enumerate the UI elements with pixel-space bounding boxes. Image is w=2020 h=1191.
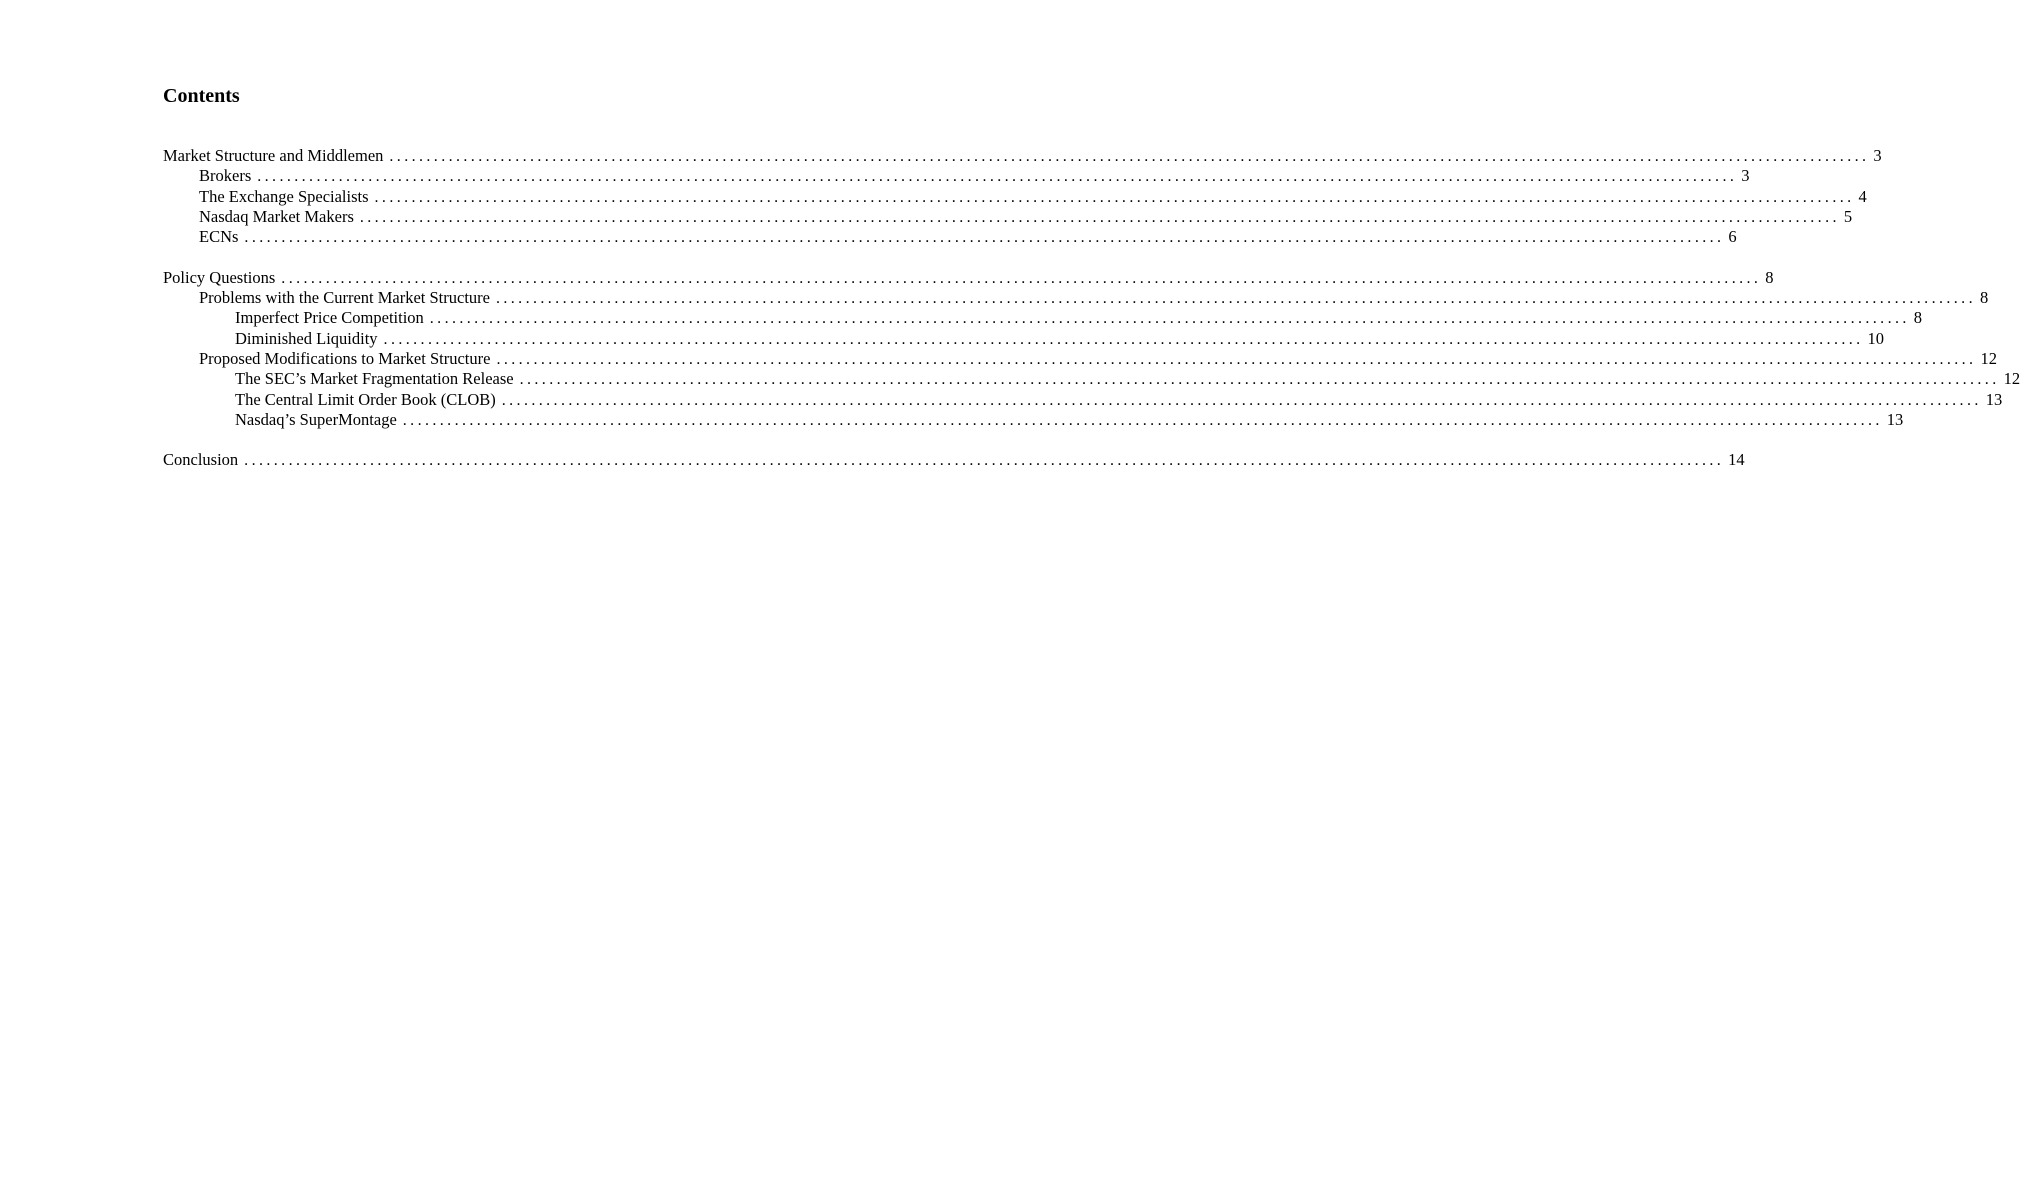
- toc-entry[interactable]: [163, 308, 1923, 328]
- toc-dot-leader: ........................................................................................................................................................................................................: [359, 208, 1840, 226]
- toc-entry-page-number: 12: [2003, 369, 2020, 389]
- toc-entry[interactable]: [163, 328, 1885, 349]
- toc-entry[interactable]: [163, 450, 1745, 470]
- toc-entry-page-number: 8: [1765, 267, 1774, 287]
- toc-dot-leader: ........................................................................................................................................................................................................: [244, 452, 1725, 470]
- toc-entry-label: Proposed Modifications to Market Structure: [199, 348, 491, 368]
- toc-entry[interactable]: [163, 409, 1904, 430]
- toc-entry[interactable]: [163, 288, 1989, 308]
- toc-entry-label: ECNs: [199, 227, 239, 247]
- toc-entry-label: Diminished Liquidity: [235, 328, 378, 348]
- toc-entry[interactable]: [163, 267, 1774, 288]
- toc-entry-page-number: 13: [1886, 409, 1904, 429]
- toc-entry-page-number: 10: [1867, 328, 1885, 348]
- toc-entry-label: Brokers: [199, 166, 252, 186]
- toc-entry-page-number: 8: [1979, 288, 1989, 308]
- toc-entry-page-number: 13: [1985, 389, 2003, 409]
- toc-entry[interactable]: [163, 348, 1997, 369]
- toc-entry-page-number: 4: [1858, 186, 1867, 206]
- toc-entry-page-number: 5: [1843, 206, 1853, 226]
- toc-entry-page-number: 6: [1728, 227, 1737, 247]
- toc-entry[interactable]: [163, 389, 2003, 410]
- toc-entry-label: Nasdaq Market Makers: [199, 206, 354, 226]
- toc-entry[interactable]: [163, 186, 1867, 207]
- toc-entry-label: Nasdaq’s SuperMontage: [235, 409, 397, 429]
- toc-entry-label: Policy Questions: [163, 267, 276, 287]
- toc-dot-leader: ........................................................................................................................................................................................................: [281, 269, 1762, 287]
- toc-entry[interactable]: [163, 369, 2020, 389]
- toc-dot-leader: ........................................................................................................................................................................................................: [496, 350, 1977, 368]
- table-of-contents: [163, 146, 2020, 471]
- toc-entry[interactable]: [163, 206, 1853, 227]
- toc-entry-label: Imperfect Price Competition: [235, 308, 424, 328]
- toc-entry-label: Market Structure and Middlemen: [163, 146, 384, 165]
- toc-dot-leader: ........................................................................................................................................................................................................: [429, 310, 1910, 328]
- toc-dot-leader: ........................................................................................................................................................................................................: [501, 391, 1982, 409]
- toc-dot-leader: ........................................................................................................................................................................................................: [519, 371, 2000, 389]
- toc-entry-label: The SEC’s Market Fragmentation Release: [235, 369, 514, 389]
- toc-entry-page-number: 8: [1913, 308, 1923, 328]
- toc-dot-leader: ........................................................................................................................................................................................................: [244, 229, 1725, 247]
- toc-entry[interactable]: [163, 227, 1737, 247]
- toc-entry-page-number: 3: [1741, 166, 1750, 186]
- toc-entry-page-number: 12: [1980, 348, 1997, 368]
- toc-entry[interactable]: [163, 166, 1750, 186]
- toc-entry-label: The Exchange Specialists: [199, 186, 369, 206]
- toc-entry[interactable]: [163, 146, 1882, 166]
- toc-dot-leader: ........................................................................................................................................................................................................: [389, 148, 1870, 165]
- toc-entry-page-number: 14: [1728, 450, 1745, 470]
- page-title: Contents: [163, 85, 240, 107]
- toc-dot-leader: ........................................................................................................................................................................................................: [402, 411, 1883, 429]
- toc-entry-label: The Central Limit Order Book (CLOB): [235, 389, 496, 409]
- toc-dot-leader: ........................................................................................................................................................................................................: [374, 188, 1855, 206]
- toc-dot-leader: ........................................................................................................................................................................................................: [495, 290, 1976, 308]
- toc-dot-leader: ........................................................................................................................................................................................................: [383, 330, 1864, 348]
- toc-entry-page-number: 3: [1873, 146, 1882, 165]
- toc-entry-label: Conclusion: [163, 450, 239, 470]
- toc-dot-leader: ........................................................................................................................................................................................................: [257, 168, 1738, 186]
- toc-entry-label: Problems with the Current Market Structure: [199, 288, 490, 308]
